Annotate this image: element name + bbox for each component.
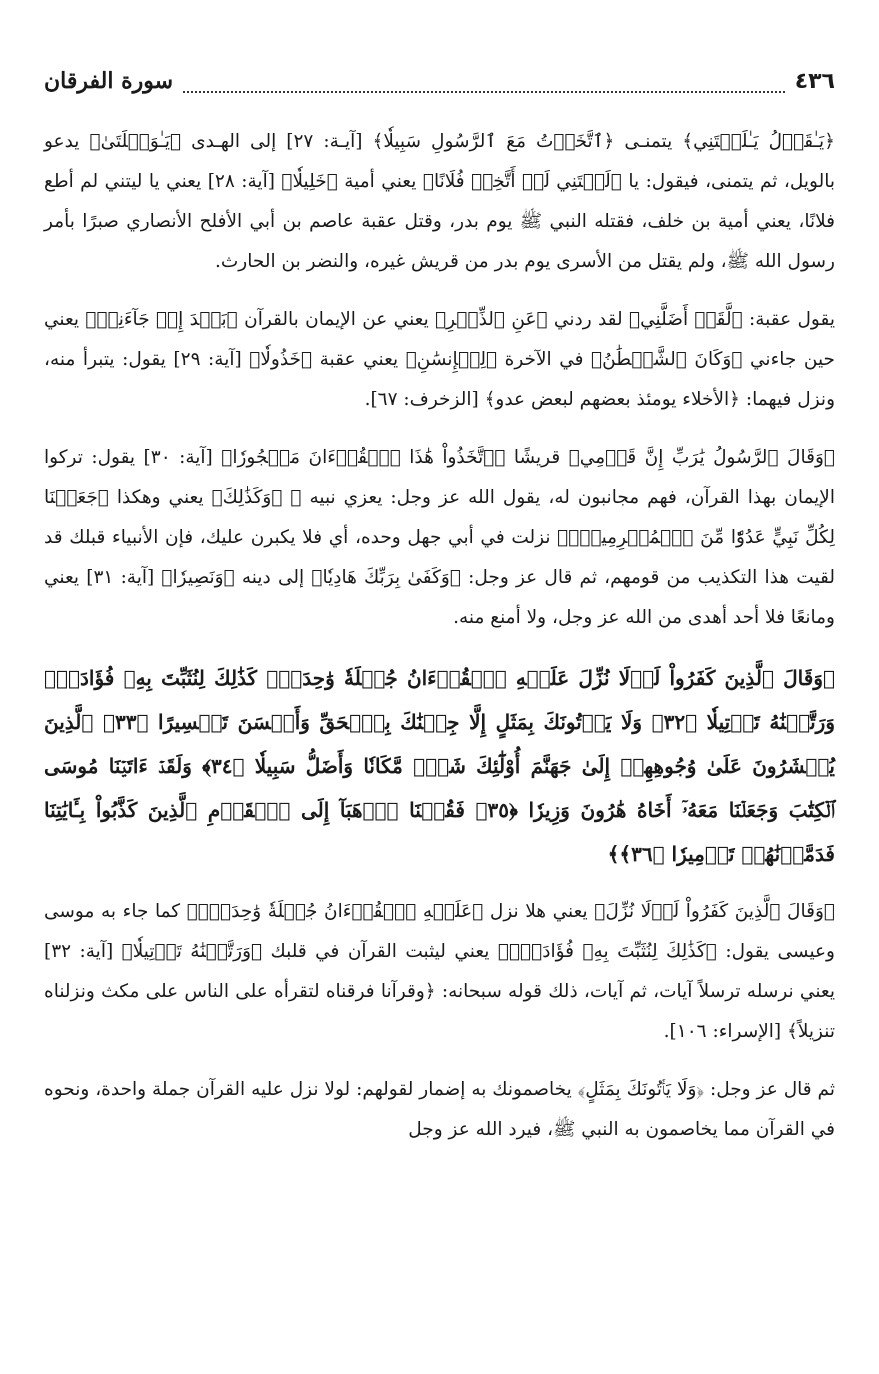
commentary-paragraph-1: ﴿يَـٰقَوۡلُ يَـٰلَيۡتَنِي﴾ يتمنـى ﴿ٱتَّخَذۡتُ مَعَ ٱلرَّسُولِ سَبِيلٗا﴾ [آيـة: ٢٧] إلى الهـدى ﴿يَـٰوَيۡلَتَىٰ﴾ يدعو بالويل، ثم يتمنى، فيقول: يا ﴿لَيۡتَنِي لَمۡ أَتَّخِذۡ فُلَانًا﴾ يعني أمية ﴿خَلِيلٗا﴾ [آية: ٢٨] يعني يا ليتني لم أطع فلانًا، يعني أمية بن خلف، فقتله النبي ﷺ يوم بدر، وقتل عقبة عاصم بن أبي الأفلح الأنصاري صبرًا بأمر رسول الله ﷺ، ولم يقتل من الأسرى يوم بدر من قريش غيره، والنضر بن الحارث. xyxy=(44,131,835,272)
quran-verses-block: ﴿وَقَالَ ٱلَّذِينَ كَفَرُواْ لَوۡلَا نُزِّلَ عَلَيۡهِ ٱلۡقُرۡءَانُ جُمۡلَةٗ وَٰحِدَةٗۚ كَذَٰلِكَ لِنُثَبِّتَ بِهِۦ فُؤَادَكَۖ وَرَتَّلۡنَٰهُ تَرۡتِيلٗا ﴿٣٢﴾ وَلَا يَأۡتُونَكَ بِمَثَلٍ إِلَّا جِئۡنَٰكَ بِٱلۡحَقِّ وَأَحۡسَنَ تَفۡسِيرًا ﴿٣٣﴾ ٱلَّذِينَ يُحۡشَرُونَ عَلَىٰ وُجُوهِهِمۡ إِلَىٰ جَهَنَّمَ أُوْلَٰٓئِكَ شَرّٞ مَّكَانٗا وَأَضَلُّ سَبِيلٗا ﴿٣٤﴾ وَلَقَدۡ ءَاتَيۡنَا مُوسَى ٱلۡكِتَٰبَ وَجَعَلۡنَا مَعَهُۥٓ أَخَاهُ هَٰرُونَ وَزِيرٗا ﴿٣٥﴾ فَقُلۡنَا ٱذۡهَبَآ إِلَى ٱلۡقَوۡمِ ٱلَّذِينَ كَذَّبُواْ بِـَٔايَٰتِنَا فَدَمَّرۡنَٰهُمۡ تَدۡمِيرٗا ﴿٣٦﴾﴾ xyxy=(44,666,835,866)
commentary-paragraph-2: يقول عقبة: ﴿لَّقَدۡ أَضَلَّنِي﴾ لقد ردني ﴿عَنِ ٱلذِّكۡرِ﴾ يعني عن الإيمان بالقرآن ﴿بَعۡدَ إِذۡ جَآءَنِيۗ﴾ يعني حين جاءني ﴿وَكَانَ ٱلشَّيۡطَٰنُ﴾ في الآخرة ﴿لِلۡإِنسَٰنِ﴾ يعني عقبة ﴿خَذُولٗا﴾ [آية: ٢٩] يقول: يتبرأ منه، ونزل فيهما: ﴿الأخلاء يومئذ بعضهم لبعض عدو﴾ [الزخرف: ٦٧]. xyxy=(44,309,835,410)
commentary-paragraph-5: ثم قال عز وجل: ﴿وَلَا يَأۡتُونَكَ بِمَثَلٍ﴾ يخاصمونك به إضمار لقولهم: لولا نزل عليه القرآن جملة واحدة، ونحوه في القرآن مما يخاصمون به النبي ﷺ، فيرد الله عز وجل xyxy=(44,1079,835,1140)
header-dot-leader xyxy=(183,91,785,93)
page-number: ٤٣٦ xyxy=(794,69,835,94)
commentary-paragraph-4: ﴿وَقَالَ ٱلَّذِينَ كَفَرُواْ لَوۡلَا نُزِّلَ﴾ يعني هلا نزل ﴿عَلَيۡهِ ٱلۡقُرۡءَانُ جُمۡلَةٗ وَٰحِدَةٗۚ﴾ كما جاء به موسى وعيسى يقول: ﴿كَذَٰلِكَ لِنُثَبِّتَ بِهِۦ فُؤَادَكَۖ﴾ يعني ليثبت القرآن في قلبك ﴿وَرَتَّلۡنَٰهُ تَرۡتِيلٗا﴾ [آية: ٣٢] يعني نرسله ترسلاً آيات، ثم آيات، ذلك قوله سبحانه: ﴿وقرآنا فرقناه لتقرأه على الناس على مكث ونزلناه تنزيلاً﴾ [الإسراء: ١٠٦]. xyxy=(44,901,836,1042)
commentary-paragraph-3: ﴿وَقَالَ ٱلرَّسُولُ يَٰرَبِّ إِنَّ قَوۡمِي﴾ قريشًا ﴿ٱتَّخَذُواْ هَٰذَا ٱلۡقُرۡءَانَ مَهۡجُورٗا﴾ [آية: ٣٠] يقول: تركوا الإيمان بهذا القرآن، فهم مجانبون له، يقول الله عز وجل: يعزي نبيه ﷺ ﴿وَكَذَٰلِكَ﴾ يعني وهكذا ﴿جَعَلۡنَا لِكُلِّ نَبِيٍّ عَدُوّٗا مِّنَ ٱلۡمُجۡرِمِينَۗ﴾ نزلت في أبي جهل وحده، أي فلا يكبرن عليك، فإن الأنبياء قبلك قد لقيت هذا التكذيب من قومهم، ثم قال عز وجل: ﴿وَكَفَىٰ بِرَبِّكَ هَادِيٗا﴾ إلى دينه ﴿وَنَصِيرٗا﴾ [آية: ٣١] يعني ومانعًا فلا أحد أهدى من الله عز وجل، ولا أمنع منه. xyxy=(44,447,835,628)
running-header xyxy=(44,68,835,108)
surah-title: سورة الفرقان xyxy=(44,68,174,94)
